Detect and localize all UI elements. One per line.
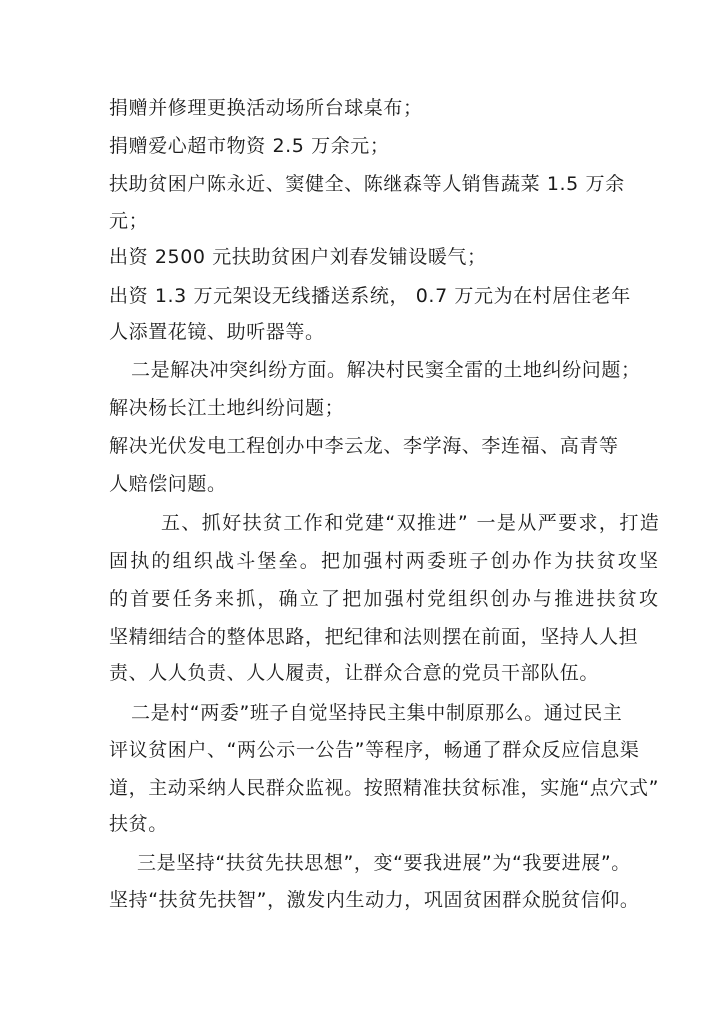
- text-line: 出资 2500 元扶助贫困户刘春发铺设暖气；: [109, 246, 487, 268]
- text-line: 出资 1.3 万元架设无线播送系统， 0.7 万元为在村居住老年: [109, 285, 631, 307]
- text-line: 五、抓好扶贫工作和党建“双推进” 一是从严要求，打造: [161, 512, 661, 534]
- text-line: 责、人人负责、人人履责，让群众合意的党员干部队伍。: [109, 662, 600, 684]
- text-line: 人添置花镜、助听器等。: [109, 321, 325, 343]
- text-line: 扶助贫困户陈永近、窦健全、陈继森等人销售蔬菜 1.5 万余: [109, 173, 625, 195]
- text-line: 捐赠并修理更换活动场所台球桌布；: [109, 97, 423, 119]
- text-line: 元；: [109, 210, 149, 232]
- text-line: 扶贫。: [109, 813, 168, 835]
- text-line: 坚持“扶贫先扶智”，激发内生动力，巩固贫困群众脱贫信仰。: [109, 889, 640, 911]
- text-line: 坚精细结合的整体思路，把纪律和法则摆在前面，坚持人人担: [109, 626, 639, 648]
- text-line: 三是坚持“扶贫先扶思想”，变“要我进展”为“我要进展”。: [137, 852, 631, 874]
- text-line: 解决光伏发电工程创办中李云龙、李学海、李连福、高青等: [109, 435, 619, 457]
- text-line: 二是村“两委”班子自觉坚持民主集中制原那么。通过民主: [131, 702, 623, 724]
- text-line: 解决杨长江土地纠纷问题；: [109, 397, 345, 419]
- text-line: 固执的组织战斗堡垒。把加强村两委班子创办作为扶贫攻坚: [109, 550, 661, 572]
- text-line: 二是解决冲突纠纷方面。解决村民窦全雷的土地纠纷问题；: [131, 359, 641, 381]
- text-line: 评议贫困户、“两公示一公告”等程序，畅通了群众反应信息渠: [109, 739, 640, 761]
- text-line: 的首要任务来抓，确立了把加强村党组织创办与推进扶贫攻: [109, 588, 661, 610]
- text-line: 捐赠爱心超市物资 2.5 万余元；: [109, 135, 390, 157]
- text-line: 人赔偿问题。: [109, 473, 227, 495]
- text-line: 道，主动采纳人民群众监视。按照精准扶贫标准，实施“点穴式”: [109, 777, 660, 799]
